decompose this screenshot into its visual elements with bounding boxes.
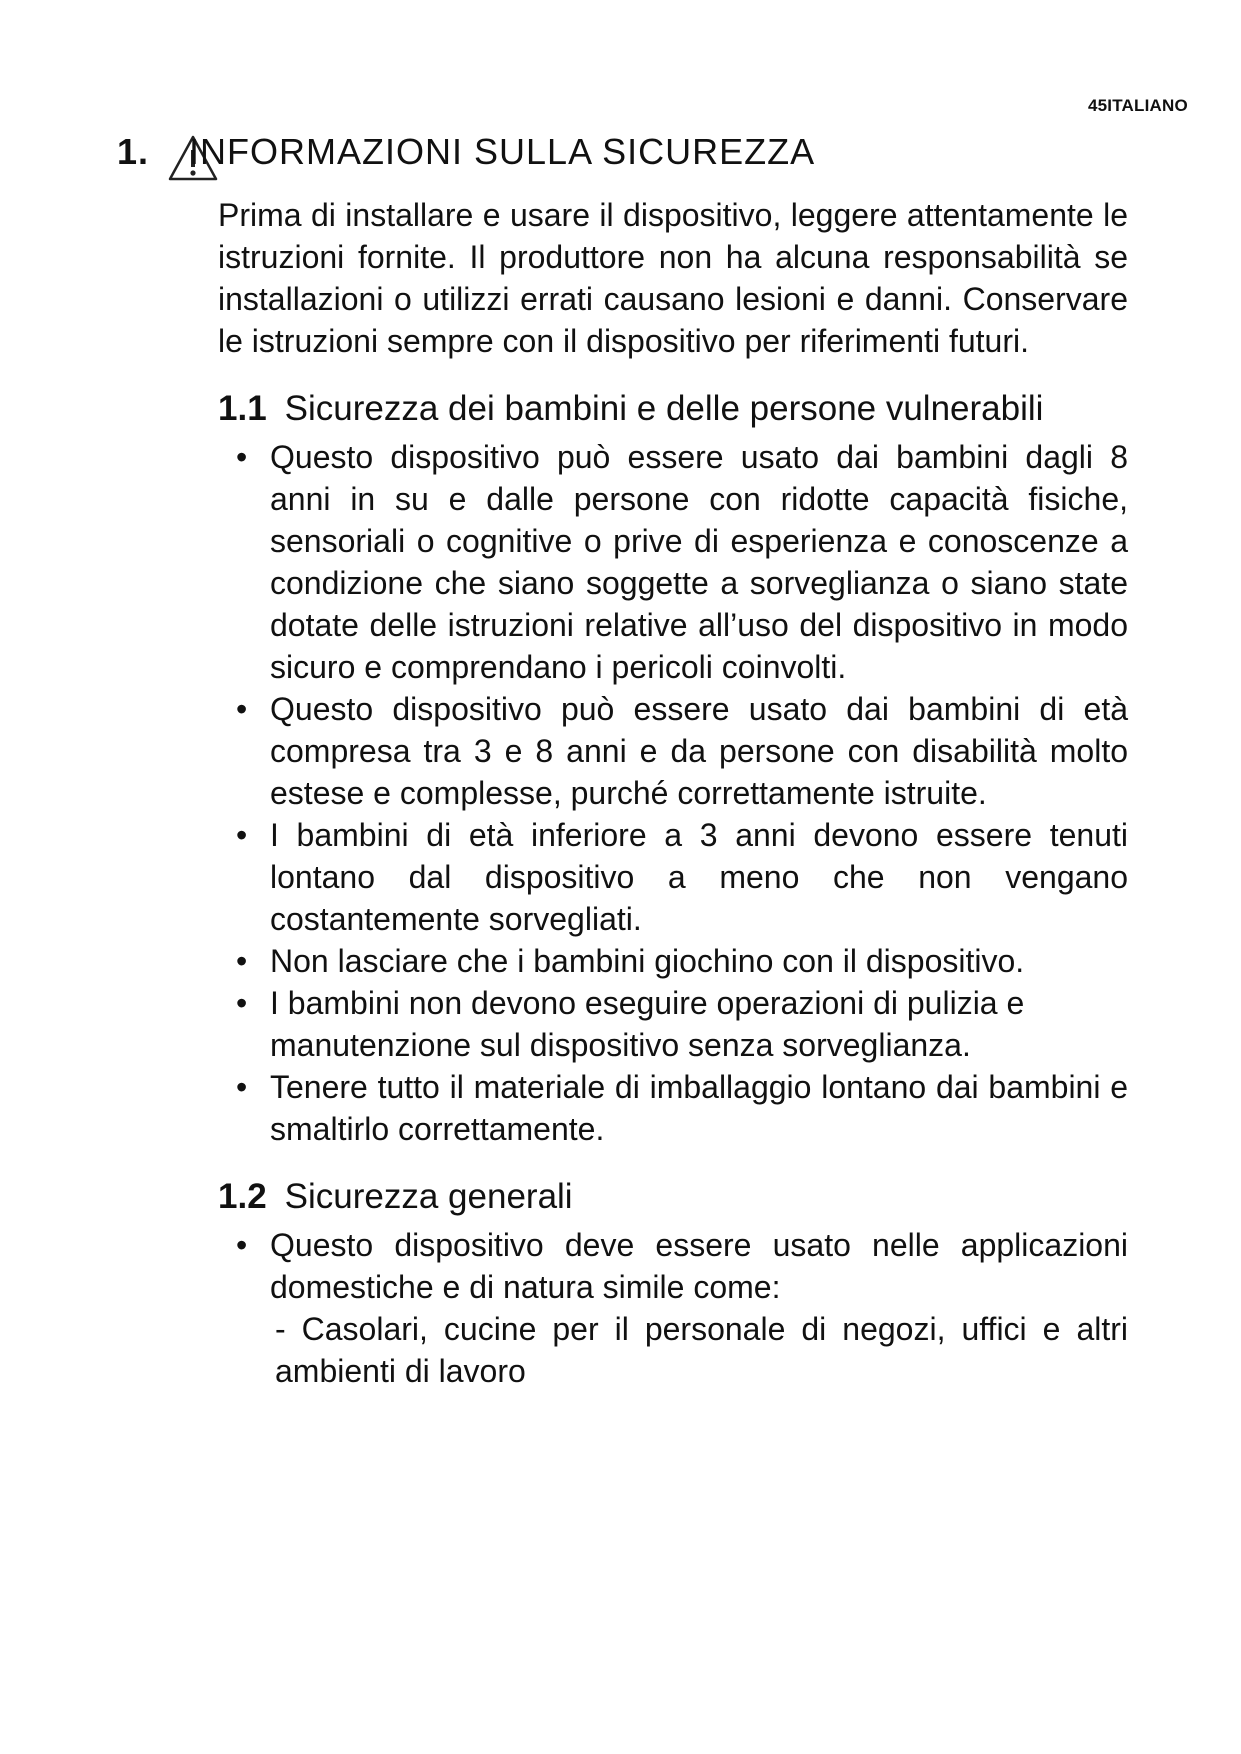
sub-item: - Casolari, cucine per il personale di negozi, uffici e altri ambienti di lavoro xyxy=(275,1311,1128,1389)
section-title-text: INFORMAZIONI SULLA SICUREZZA xyxy=(189,131,816,172)
list-item: • Questo dispositivo può essere usato dai bambini dagli 8 anni in su e dalle persone con ridotte capacità fisiche, sensoriali o cognitive o prive di esperienza e conoscenze a condizione che siano soggette a sorveglianza o siano state dotate delle istruzioni relative all’uso del dispositivo in modo sicuro e comprendano i pericoli coinvolti. xyxy=(236,439,1128,685)
section-number: 1. xyxy=(117,131,150,172)
bullet-list xyxy=(218,1224,1128,1392)
list-item: • I bambini di età inferiore a 3 anni devono essere tenuti lontano dal dispositivo a meno che non vengano costantemente sorvegliati. xyxy=(236,817,1128,937)
bullet-list xyxy=(218,436,1128,1150)
intro-paragraph: Prima di installare e usare il dispositivo, leggere attentamente le istruzioni fornite. Il produttore non ha alcuna responsabilità se installazioni o utilizzi errati causano lesioni e danni. Conservare le istruzioni sempre con il dispositivo per riferimenti futuri. xyxy=(218,197,1128,359)
subsection-general-safety xyxy=(218,1174,1128,1392)
subsection-number: 1.2 xyxy=(218,1177,267,1216)
list-item: • Non lasciare che i bambini giochino con il dispositivo. xyxy=(236,943,1025,979)
section-title xyxy=(117,128,815,176)
subsection-children-safety xyxy=(218,386,1128,1150)
list-item: • I bambini non devono eseguire operazioni di pulizia e manutenzione sul dispositivo senza sorveglianza. xyxy=(236,985,1025,1063)
subsection-title: Sicurezza dei bambini e delle persone vulnerabili xyxy=(284,389,1044,428)
subsection-number: 1.1 xyxy=(218,389,267,428)
page-header-label: 45ITALIANO xyxy=(1088,96,1188,115)
list-item: • Questo dispositivo deve essere usato nelle applicazioni domestiche e di natura simile come: - Casolari, cucine per il personale di negozi, uffici e altri ambienti di lavoro xyxy=(218,1224,1128,1392)
subsection-heading xyxy=(218,386,1128,432)
main-content xyxy=(218,194,1128,1392)
subsection-heading xyxy=(218,1174,1128,1220)
list-item: • Tenere tutto il materiale di imballaggio lontano dai bambini e smaltirlo correttamente. xyxy=(236,1069,1128,1147)
subsection-title: Sicurezza generali xyxy=(284,1177,573,1216)
list-item: • Questo dispositivo può essere usato dai bambini di età compresa tra 3 e 8 anni e da persone con disabilità molto estese e complesse, purché correttamente istruite. xyxy=(236,691,1128,811)
